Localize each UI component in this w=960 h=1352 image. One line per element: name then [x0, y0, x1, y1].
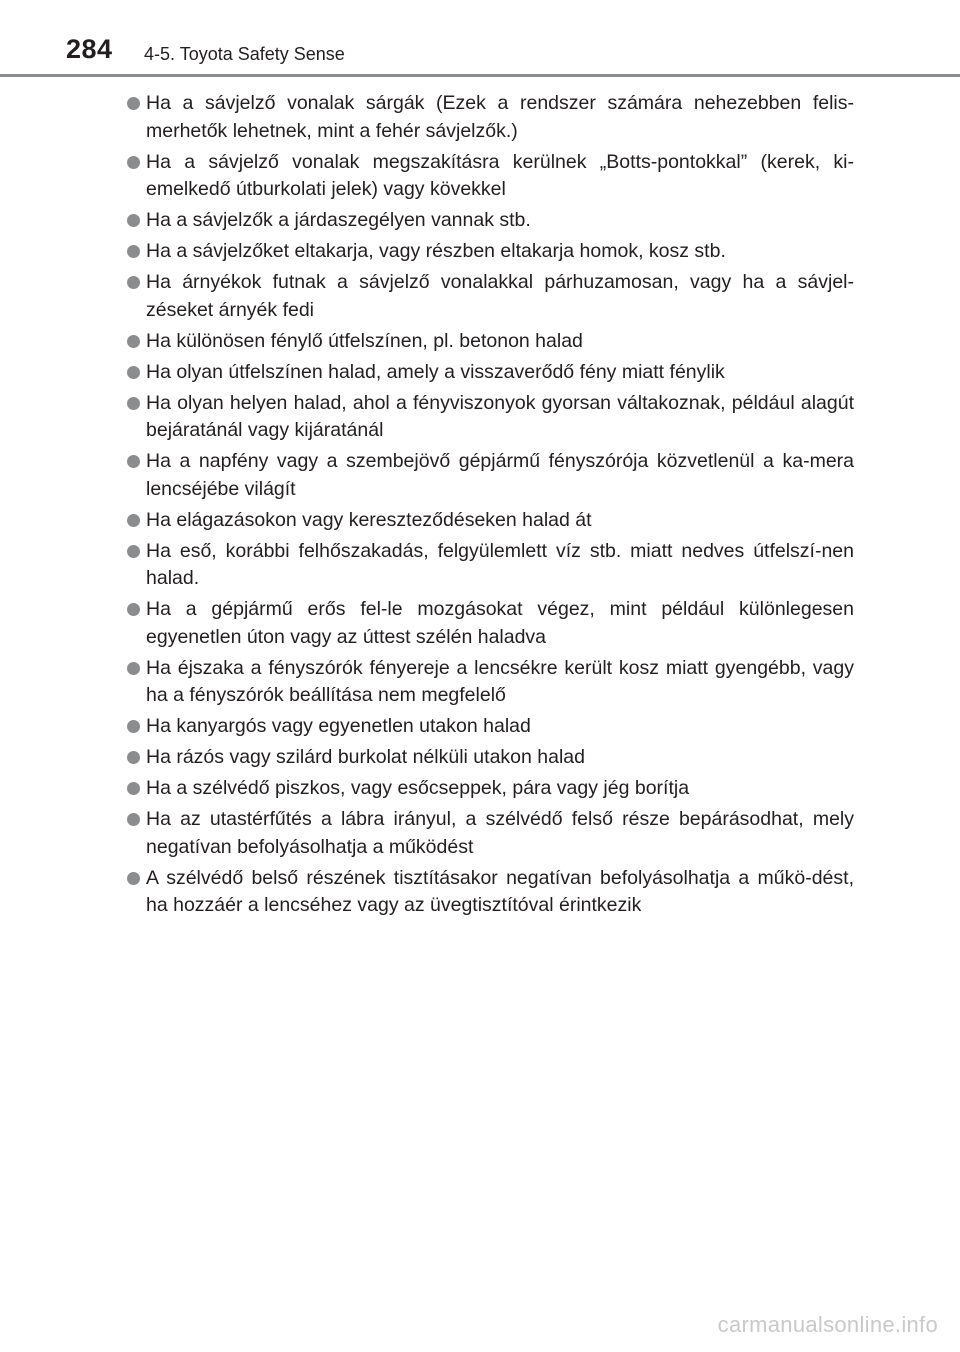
page-header — [0, 0, 960, 78]
list-item — [127, 149, 854, 204]
list-item — [127, 269, 854, 324]
main-content — [127, 90, 854, 923]
list-item — [127, 390, 854, 445]
list-item — [127, 538, 854, 593]
list-item-text: A szélvédő belső részének tisztításakor negatívan befolyásolhatja a műkö-dést, ha hozzáér a lencséhez vagy az üvegtisztítóval érintkezik — [146, 866, 854, 916]
header-rule — [0, 74, 960, 77]
list-item-text: Ha eső, korábbi felhőszakadás, felgyülemlett víz stb. miatt nedves útfelszí-nen halad. — [146, 539, 854, 589]
bullet-icon — [127, 782, 140, 795]
list-item-text: Ha kanyargós vagy egyenetlen utakon halad — [146, 715, 531, 737]
bullet-icon — [127, 397, 140, 410]
list-item-text: Ha az utastérfűtés a lábra irányul, a szélvédő felső része bepárásodhat, mely negatívan befolyásolhatja a működést — [146, 808, 854, 858]
list-item-text: Ha olyan helyen halad, ahol a fényviszonyok gyorsan váltakoznak, például alagút bejáratánál vagy kijáratánál — [146, 391, 854, 441]
list-item-text: Ha a sávjelző vonalak megszakításra kerülnek „Botts-pontokkal” (kerek, ki-emelkedő útburkolati jelek) vagy kövekkel — [146, 150, 854, 200]
list-item — [127, 806, 854, 861]
list-item — [127, 328, 854, 356]
bullet-icon — [127, 720, 140, 733]
list-item — [127, 865, 854, 920]
bullet-icon — [127, 813, 140, 826]
bullet-icon — [127, 335, 140, 348]
list-item — [127, 596, 854, 651]
list-item-text: Ha különösen fénylő útfelszínen, pl. betonon halad — [146, 329, 583, 352]
bullet-icon — [127, 156, 140, 169]
list-item — [127, 238, 854, 266]
list-item — [127, 90, 854, 145]
list-item — [127, 775, 854, 803]
list-item-text: Ha elágazásokon vagy kereszteződéseken halad át — [146, 508, 592, 531]
list-item-text: Ha rázós vagy szilárd burkolat nélküli utakon halad — [146, 746, 585, 768]
list-item — [127, 448, 854, 503]
page-number: 284 — [66, 34, 113, 64]
list-item-text: Ha a sávjelzők a járdaszegélyen vannak stb. — [146, 209, 531, 231]
section-title: 4-5. Toyota Safety Sense — [144, 44, 345, 64]
list-item — [127, 655, 854, 710]
list-item — [127, 713, 854, 741]
list-item-text: Ha a szélvédő piszkos, vagy esőcseppek, pára vagy jég borítja — [146, 777, 690, 799]
list-item-text: Ha a sávjelző vonalak sárgák (Ezek a rendszer számára nehezebben felis-merhetők lehetnek, mint a fehér sávjelzők.) — [146, 92, 854, 142]
list-item-text: Ha a napfény vagy a szembejövő gépjármű fényszórója közvetlenül a ka-mera lencséjébe világít — [146, 450, 854, 500]
list-item — [127, 744, 854, 772]
bullet-icon — [127, 366, 140, 379]
list-item-text: Ha éjszaka a fényszórók fényereje a lencsékre került kosz miatt gyengébb, vagy ha a fényszórók beállítása nem megfelelő — [146, 656, 854, 706]
bullet-icon — [127, 545, 140, 558]
bullet-icon — [127, 872, 140, 885]
bullet-icon — [127, 662, 140, 675]
bullet-icon — [127, 245, 140, 258]
list-item-text: Ha olyan útfelszínen halad, amely a visszaverődő fény miatt fénylik — [146, 360, 725, 383]
list-item — [127, 359, 854, 387]
bullet-icon — [127, 97, 140, 110]
list-item — [127, 507, 854, 535]
bullet-icon — [127, 514, 140, 527]
list-item-text: Ha a sávjelzőket eltakarja, vagy részben eltakarja homok, kosz stb. — [146, 240, 726, 262]
list-item-text: Ha a gépjármű erős fel-le mozgásokat végez, mint például különlegesen egyenetlen úton vagy az úttest szélén haladva — [146, 598, 854, 648]
condition-list — [127, 90, 854, 920]
bullet-icon — [127, 214, 140, 227]
list-item-text: Ha árnyékok futnak a sávjelző vonalakkal párhuzamosan, vagy ha a sávjel-zéseket árnyék fedi — [146, 271, 854, 321]
watermark: carmanualsonline.info — [717, 1312, 938, 1337]
bullet-icon — [127, 455, 140, 468]
list-item — [127, 207, 854, 235]
bullet-icon — [127, 751, 140, 764]
bullet-icon — [127, 276, 140, 289]
bullet-icon — [127, 603, 140, 616]
